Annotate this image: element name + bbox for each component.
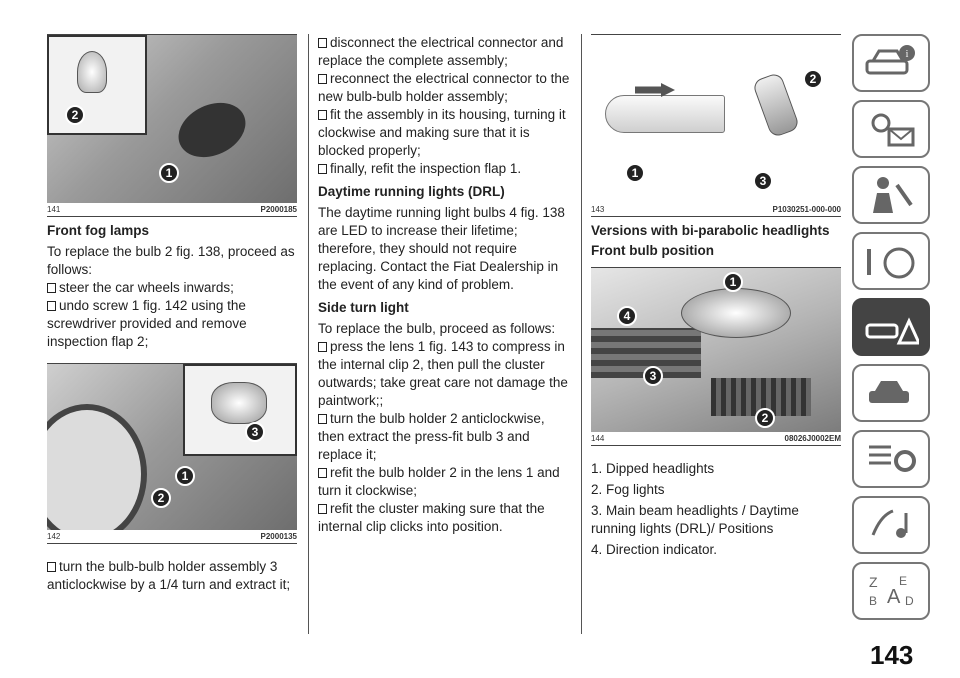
step-item: refit the bulb holder 2 in the lens 1 and turn it clockwise; xyxy=(318,465,560,498)
tab-index[interactable] xyxy=(852,562,930,620)
tab-emergency[interactable] xyxy=(852,298,930,356)
tab-warning-lights[interactable] xyxy=(852,100,930,158)
tab-maintenance[interactable] xyxy=(852,364,930,422)
figure-142 xyxy=(47,363,297,544)
figure-caption xyxy=(47,203,297,216)
svg-text:A: A xyxy=(887,586,901,608)
step-item: disconnect the electrical connector and replace the complete assembly; xyxy=(318,35,564,68)
svg-text:D: D xyxy=(905,594,914,608)
figure-caption xyxy=(591,203,841,216)
callout-4: 4 xyxy=(617,306,637,326)
section-heading: Versions with bi-parabolic headlights xyxy=(591,223,830,238)
callout-2: 2 xyxy=(151,488,171,508)
callout-2: 2 xyxy=(65,105,85,125)
step-item: reconnect the electrical connector to the new bulb-bulb holder assembly; xyxy=(318,71,570,104)
section-subheading: Front bulb position xyxy=(591,243,714,258)
multimedia-icon xyxy=(863,505,919,545)
figure-caption xyxy=(47,530,297,543)
checkbox-bullet-icon xyxy=(318,342,327,352)
step-item: refit the cluster making sure that the internal clip clicks into position. xyxy=(318,501,545,534)
figure-code: 08026J0002EM xyxy=(784,434,841,443)
figure-143 xyxy=(591,34,841,217)
callout-3: 3 xyxy=(753,171,773,191)
svg-text:E: E xyxy=(899,574,908,588)
callout-1: 1 xyxy=(723,272,743,292)
figure-number: 144 xyxy=(591,434,605,443)
fog-lamp-photo xyxy=(47,35,297,203)
figure-number: 143 xyxy=(591,205,605,214)
emergency-icon xyxy=(863,307,919,347)
inset-bulb-detail xyxy=(47,35,147,135)
step-item: press the lens 1 fig. 143 to compress in the internal clip 2, then pull the cluster outwards; take great care not damage the paintwork;; xyxy=(318,339,568,408)
legend-item: 4. Direction indicator. xyxy=(591,542,718,557)
legend-item: 2. Fog lights xyxy=(591,482,665,497)
step-item: turn the bulb-bulb holder assembly 3 anticlockwise by a 1/4 turn and extract it; xyxy=(47,559,291,592)
figure-code: P1030251-000-000 xyxy=(772,205,841,214)
checkbox-bullet-icon xyxy=(47,301,56,311)
chapter-tabs xyxy=(852,34,930,628)
figure-number: 141 xyxy=(47,205,61,214)
tab-safety[interactable] xyxy=(852,166,930,224)
headlight-photo xyxy=(591,268,841,432)
index-icon xyxy=(863,571,919,611)
svg-text:Z: Z xyxy=(869,574,878,590)
safety-icon xyxy=(863,175,919,215)
intro-text: To replace the bulb 2 fig. 138, proceed as follows: xyxy=(47,244,295,277)
callout-1: 1 xyxy=(159,163,179,183)
callout-3: 3 xyxy=(245,422,265,442)
column-divider xyxy=(308,34,309,634)
step-item: undo screw 1 fig. 142 using the screwdriver provided and remove inspection flap 2; xyxy=(47,298,247,349)
legend-list xyxy=(591,460,841,559)
callout-1: 1 xyxy=(625,163,645,183)
callout-3: 3 xyxy=(643,366,663,386)
step-item: turn the bulb holder 2 anticlockwise, then extract the press-fit bulb 3 and replace it; xyxy=(318,411,545,462)
figure-number: 142 xyxy=(47,532,61,541)
checkbox-bullet-icon xyxy=(318,74,327,84)
tab-driving[interactable] xyxy=(852,232,930,290)
page-number: 143 xyxy=(870,640,914,670)
column-3 xyxy=(591,34,841,559)
callout-1: 1 xyxy=(175,466,195,486)
section-heading: Daytime running lights (DRL) xyxy=(318,184,505,199)
figure-code: P2000135 xyxy=(260,532,297,541)
figure-141 xyxy=(47,34,297,217)
checkbox-bullet-icon xyxy=(318,110,327,120)
section-heading: Side turn light xyxy=(318,300,409,315)
tab-technical-data[interactable] xyxy=(852,430,930,488)
column-2 xyxy=(318,34,573,536)
section-heading: Front fog lamps xyxy=(47,223,149,238)
svg-text:i: i xyxy=(905,49,909,60)
car-info-icon xyxy=(863,43,919,83)
inset-bulb-holder xyxy=(183,364,297,456)
step-item: finally, refit the inspection flap 1. xyxy=(318,160,573,178)
drl-text: The daytime running light bulbs 4 fig. 138 are LED to increase their lifetime; therefore, they should not require replacing. Contact the Fiat Dealership in the event of any kind of problem. xyxy=(318,205,565,292)
checkbox-bullet-icon xyxy=(318,414,327,424)
checkbox-bullet-icon xyxy=(318,468,327,478)
checkbox-bullet-icon xyxy=(47,283,56,293)
callout-2: 2 xyxy=(755,408,775,428)
checkbox-bullet-icon xyxy=(47,562,56,572)
svg-text:B: B xyxy=(869,594,878,608)
wheel-arch-photo xyxy=(47,364,297,530)
figure-caption xyxy=(591,432,841,445)
callout-2: 2 xyxy=(803,69,823,89)
column-1 xyxy=(47,34,297,594)
side-turn-light-drawing xyxy=(591,35,841,203)
checkbox-bullet-icon xyxy=(318,38,327,48)
legend-item: 1. Dipped headlights xyxy=(591,461,715,476)
figure-144 xyxy=(591,267,841,446)
checkbox-bullet-icon xyxy=(318,504,327,514)
column-divider xyxy=(581,34,582,634)
step-item: steer the car wheels inwards; xyxy=(47,279,297,297)
checkbox-bullet-icon xyxy=(318,164,327,174)
tab-multimedia[interactable] xyxy=(852,496,930,554)
maintenance-icon xyxy=(863,373,919,413)
figure-code: P2000185 xyxy=(260,205,297,214)
driving-icon xyxy=(863,241,919,281)
tab-car-info[interactable] xyxy=(852,34,930,92)
step-item: fit the assembly in its housing, turning it clockwise and making sure that it is blocked properly; xyxy=(318,107,566,158)
lens-shape xyxy=(605,95,725,133)
technical-data-icon xyxy=(863,439,919,479)
warning-lights-icon xyxy=(863,109,919,149)
intro-text: To replace the bulb, proceed as follows: xyxy=(318,321,556,336)
legend-item: 3. Main beam headlights / Daytime running lights (DRL)/ Positions xyxy=(591,503,799,536)
